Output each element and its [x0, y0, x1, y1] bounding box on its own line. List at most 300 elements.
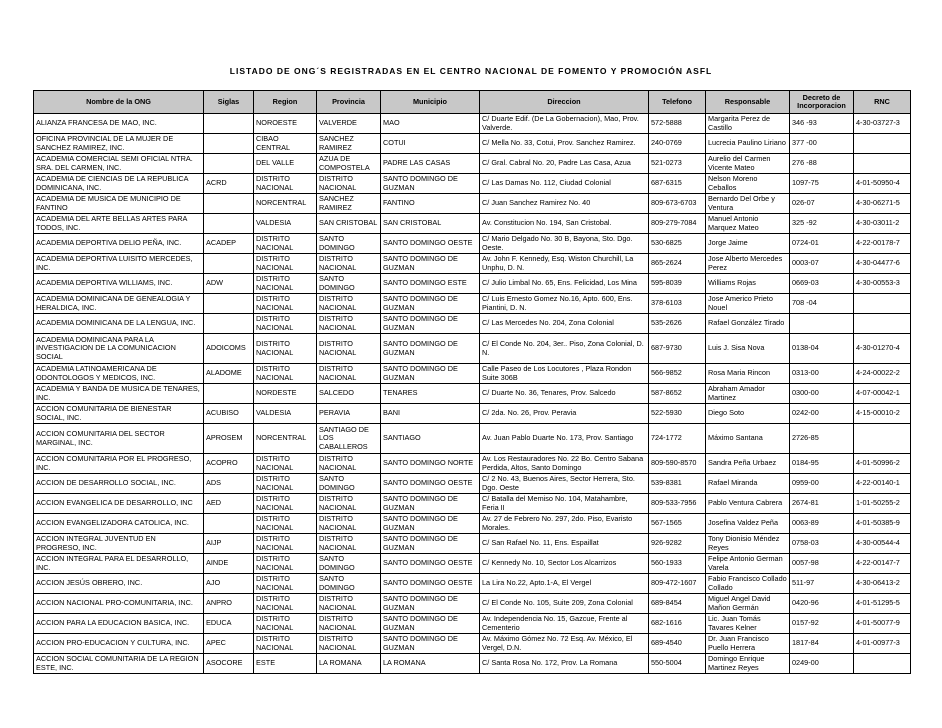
col-header-responsable: Responsable	[706, 91, 790, 114]
cell-direccion: C/ Mella No. 33, Cotui, Prov. Sanchez Ramirez.	[480, 134, 649, 154]
cell-nombre: ACCION PRO-EDUCACION Y CULTURA, INC.	[34, 634, 204, 654]
cell-decreto: 0420-96	[790, 594, 854, 614]
cell-responsable: Domingo Enrique Martinez Reyes	[706, 654, 790, 674]
cell-direccion: Calle Paseo de Los Locutores , Plaza Rondon Suite 306B	[480, 364, 649, 384]
cell-region: DISTRITO NACIONAL	[254, 594, 317, 614]
cell-responsable: Aurelio del Carmen Vicente Mateo	[706, 154, 790, 174]
cell-siglas	[204, 114, 254, 134]
cell-municipio: SANTIAGO	[381, 424, 480, 454]
cell-siglas	[204, 294, 254, 314]
cell-telefono: 521-0273	[649, 154, 706, 174]
table-row	[34, 534, 911, 554]
cell-nombre: ACADEMIA DEL ARTE BELLAS ARTES PARA TODOS, INC.	[34, 214, 204, 234]
cell-siglas	[204, 214, 254, 234]
cell-region: DISTRITO NACIONAL	[254, 274, 317, 294]
col-header-rnc: RNC	[854, 91, 911, 114]
table-row	[34, 114, 911, 134]
cell-siglas: ANPRO	[204, 594, 254, 614]
cell-region: DISTRITO NACIONAL	[254, 554, 317, 574]
cell-nombre: ACADEMIA DEPORTIVA DELIO PEÑA, INC.	[34, 234, 204, 254]
cell-telefono: 530-6825	[649, 234, 706, 254]
cell-telefono: 240-0769	[649, 134, 706, 154]
cell-municipio: SAN CRISTOBAL	[381, 214, 480, 234]
cell-siglas: ADW	[204, 274, 254, 294]
cell-region: DISTRITO NACIONAL	[254, 364, 317, 384]
cell-telefono: 567-1565	[649, 514, 706, 534]
table-row	[34, 654, 911, 674]
cell-direccion: C/ Duarte No. 36, Tenares, Prov. Salcedo	[480, 384, 649, 404]
cell-telefono: 809-673-6703	[649, 194, 706, 214]
cell-nombre: ACCION PARA LA EDUCACION BASICA, INC.	[34, 614, 204, 634]
cell-responsable: Lic. Juan Tomás Tavares Kelner	[706, 614, 790, 634]
cell-nombre: ACCION COMUNITARIA DE BIENESTAR SOCIAL, INC.	[34, 404, 204, 424]
cell-rnc	[854, 154, 911, 174]
cell-telefono: 865-2624	[649, 254, 706, 274]
cell-siglas: ASOCORE	[204, 654, 254, 674]
cell-decreto: 708 -04	[790, 294, 854, 314]
cell-rnc: 4-01-50996-2	[854, 454, 911, 474]
cell-responsable: Fabio Francisco Collado Collado	[706, 574, 790, 594]
cell-telefono: 535-2626	[649, 314, 706, 334]
cell-region: DISTRITO NACIONAL	[254, 474, 317, 494]
cell-siglas: AINDE	[204, 554, 254, 574]
cell-rnc: 4-30-06271-5	[854, 194, 911, 214]
cell-rnc: 4-30-06413-2	[854, 574, 911, 594]
cell-municipio: SANTO DOMINGO DE GUZMAN	[381, 514, 480, 534]
cell-decreto: 0063-89	[790, 514, 854, 534]
cell-provincia: SANTO DOMINGO	[317, 574, 381, 594]
cell-responsable: Lucrecia Paulino Liriano	[706, 134, 790, 154]
cell-nombre: ACADEMIA COMERCIAL SEMI OFICIAL NTRA. SRA. DEL CARMEN, INC.	[34, 154, 204, 174]
cell-direccion: Av. Independencia No. 15, Gazcue, Frente al Cementerio	[480, 614, 649, 634]
cell-region: VALDESIA	[254, 404, 317, 424]
table-row	[34, 454, 911, 474]
cell-municipio: TENARES	[381, 384, 480, 404]
cell-siglas	[204, 314, 254, 334]
table-row	[34, 594, 911, 614]
cell-region: ESTE	[254, 654, 317, 674]
cell-responsable: Margarita Perez de Castillo	[706, 114, 790, 134]
cell-siglas: AJO	[204, 574, 254, 594]
cell-rnc: 1-01-50255-2	[854, 494, 911, 514]
cell-provincia: SANCHEZ RAMIREZ	[317, 194, 381, 214]
cell-provincia: DISTRITO NACIONAL	[317, 594, 381, 614]
table-row	[34, 314, 911, 334]
cell-region: DISTRITO NACIONAL	[254, 334, 317, 364]
cell-direccion: C/ Mario Delgado No. 30 B, Bayona, Sto. Dgo. Oeste.	[480, 234, 649, 254]
cell-telefono: 378-6103	[649, 294, 706, 314]
cell-decreto: 0300-00	[790, 384, 854, 404]
cell-direccion: Av. Constitucion No. 194, San Cristobal.	[480, 214, 649, 234]
cell-nombre: ACADEMIA DE MUSICA DE MUNICIPIO DE FANTINO	[34, 194, 204, 214]
cell-decreto: 325 -92	[790, 214, 854, 234]
cell-region: DISTRITO NACIONAL	[254, 234, 317, 254]
cell-siglas	[204, 254, 254, 274]
col-header-telefono: Telefono	[649, 91, 706, 114]
table-row	[34, 154, 911, 174]
cell-responsable: Rafael González Tirado	[706, 314, 790, 334]
cell-decreto: 2726-85	[790, 424, 854, 454]
cell-region: DISTRITO NACIONAL	[254, 514, 317, 534]
table-row	[34, 554, 911, 574]
cell-provincia: DISTRITO NACIONAL	[317, 174, 381, 194]
col-header-nombre: Nombre de la ONG	[34, 91, 204, 114]
cell-rnc: 4-22-00147-7	[854, 554, 911, 574]
cell-provincia: SANTO DOMINGO	[317, 274, 381, 294]
cell-decreto	[790, 314, 854, 334]
cell-decreto: 0313-00	[790, 364, 854, 384]
cell-region: NORCENTRAL	[254, 194, 317, 214]
cell-telefono: 560-1933	[649, 554, 706, 574]
cell-provincia: SANTO DOMINGO	[317, 474, 381, 494]
cell-region: DISTRITO NACIONAL	[254, 454, 317, 474]
table-row	[34, 194, 911, 214]
cell-municipio: BANI	[381, 404, 480, 424]
cell-decreto: 1097-75	[790, 174, 854, 194]
cell-siglas: APEC	[204, 634, 254, 654]
cell-municipio: LA ROMANA	[381, 654, 480, 674]
cell-municipio: SANTO DOMINGO DE GUZMAN	[381, 634, 480, 654]
table-row	[34, 254, 911, 274]
cell-decreto: 0057-98	[790, 554, 854, 574]
cell-provincia: DISTRITO NACIONAL	[317, 294, 381, 314]
cell-direccion: Av. John F. Kennedy, Esq. Wiston Churchill, La Unphu, D. N.	[480, 254, 649, 274]
col-header-direccion: Direccion	[480, 91, 649, 114]
cell-rnc: 4-01-51295-5	[854, 594, 911, 614]
cell-responsable: Josefina Valdez Peña	[706, 514, 790, 534]
cell-nombre: ACCION INTEGRAL PARA EL DESARROLLO, INC.	[34, 554, 204, 574]
cell-region: DISTRITO NACIONAL	[254, 174, 317, 194]
cell-telefono: 926-9282	[649, 534, 706, 554]
cell-decreto: 346 -93	[790, 114, 854, 134]
cell-municipio: SANTO DOMINGO DE GUZMAN	[381, 174, 480, 194]
cell-direccion: Av. 27 de Febrero No. 297, 2do. Piso, Evaristo Morales.	[480, 514, 649, 534]
cell-siglas: ACOPRO	[204, 454, 254, 474]
cell-direccion: C/ 2 No. 43, Buenos Aires, Sector Herrera, Sto. Dgo. Oeste	[480, 474, 649, 494]
cell-responsable: Dr. Juan Francisco Puello Herrera	[706, 634, 790, 654]
table-row	[34, 474, 911, 494]
cell-responsable: Jose Americo Prieto Nouel	[706, 294, 790, 314]
cell-siglas	[204, 514, 254, 534]
cell-nombre: ACCION EVANGELIZADORA CATOLICA, INC.	[34, 514, 204, 534]
cell-decreto: 0184-95	[790, 454, 854, 474]
cell-region: DISTRITO NACIONAL	[254, 254, 317, 274]
cell-provincia: DISTRITO NACIONAL	[317, 614, 381, 634]
cell-municipio: SANTO DOMINGO DE GUZMAN	[381, 534, 480, 554]
cell-responsable: Felipe Antonio German Varela	[706, 554, 790, 574]
cell-siglas: ACADEP	[204, 234, 254, 254]
cell-provincia: SANTO DOMINGO	[317, 554, 381, 574]
cell-municipio: SANTO DOMINGO DE GUZMAN	[381, 494, 480, 514]
cell-telefono: 724-1772	[649, 424, 706, 454]
cell-nombre: ACCION COMUNITARIA DEL SECTOR MARGINAL, INC.	[34, 424, 204, 454]
table-row	[34, 634, 911, 654]
table-row	[34, 424, 911, 454]
cell-responsable: Rafael Miranda	[706, 474, 790, 494]
table-row	[34, 214, 911, 234]
cell-region: VALDESIA	[254, 214, 317, 234]
cell-telefono: 687-6315	[649, 174, 706, 194]
cell-nombre: ACADEMIA Y BANDA DE MUSICA DE TENARES, INC.	[34, 384, 204, 404]
cell-rnc	[854, 294, 911, 314]
cell-rnc: 4-30-00544-4	[854, 534, 911, 554]
cell-siglas: EDUCA	[204, 614, 254, 634]
cell-decreto: 0003-07	[790, 254, 854, 274]
table-row	[34, 134, 911, 154]
table-row	[34, 384, 911, 404]
cell-responsable: Tony Dionisio Méndez Reyes	[706, 534, 790, 554]
cell-rnc: 4-24-00022-2	[854, 364, 911, 384]
cell-direccion: C/ San Rafael No. 11, Ens. Espaillat	[480, 534, 649, 554]
cell-region: NORDESTE	[254, 384, 317, 404]
cell-rnc: 4-15-00010-2	[854, 404, 911, 424]
cell-nombre: ACADEMIA DOMINICANA DE GENEALOGIA Y HERALDICA, INC.	[34, 294, 204, 314]
cell-region: DISTRITO NACIONAL	[254, 294, 317, 314]
cell-provincia: DISTRITO NACIONAL	[317, 634, 381, 654]
cell-telefono: 682-1616	[649, 614, 706, 634]
table-row	[34, 174, 911, 194]
cell-direccion: Av. Máximo Gómez No. 72 Esq. Av. México, El Vergel, D.N.	[480, 634, 649, 654]
cell-siglas	[204, 194, 254, 214]
cell-siglas: ADS	[204, 474, 254, 494]
cell-siglas	[204, 134, 254, 154]
cell-municipio: SANTO DOMINGO DE GUZMAN	[381, 294, 480, 314]
cell-telefono: 689-4540	[649, 634, 706, 654]
cell-telefono: 566-9852	[649, 364, 706, 384]
cell-nombre: ACCION EVANGELICA DE DESARROLLO, INC	[34, 494, 204, 514]
cell-rnc: 4-30-04477-6	[854, 254, 911, 274]
cell-responsable: Rosa Maria Rincon	[706, 364, 790, 384]
cell-rnc: 4-22-00140-1	[854, 474, 911, 494]
cell-region: DISTRITO NACIONAL	[254, 534, 317, 554]
table-row	[34, 334, 911, 364]
cell-responsable: Abraham Amador Martinez	[706, 384, 790, 404]
cell-nombre: ACCION NACIONAL PRO-COMUNITARIA, INC.	[34, 594, 204, 614]
cell-region: NOROESTE	[254, 114, 317, 134]
cell-nombre: ACADEMIA DOMINICANA PARA LA INVESTIGACION DE LA COMUNICACION SOCIAL	[34, 334, 204, 364]
cell-region: DISTRITO NACIONAL	[254, 314, 317, 334]
cell-nombre: ACCION JESÚS OBRERO, INC.	[34, 574, 204, 594]
cell-provincia: AZUA DE COMPOSTELA	[317, 154, 381, 174]
cell-rnc: 4-30-03011-2	[854, 214, 911, 234]
col-header-municipio: Municipio	[381, 91, 480, 114]
cell-rnc: 4-01-50077-9	[854, 614, 911, 634]
cell-direccion: C/ Luis Ernesto Gomez No.16, Apto. 600, Ens. Piantini, D. N.	[480, 294, 649, 314]
cell-siglas: ADOICOMS	[204, 334, 254, 364]
cell-nombre: ACCION SOCIAL COMUNITARIA DE LA REGION ESTE, INC.	[34, 654, 204, 674]
cell-region: DISTRITO NACIONAL	[254, 614, 317, 634]
table-row	[34, 294, 911, 314]
cell-provincia: DISTRITO NACIONAL	[317, 364, 381, 384]
cell-direccion: Av. Juan Pablo Duarte No. 173, Prov. Santiago	[480, 424, 649, 454]
table-row	[34, 404, 911, 424]
cell-telefono: 687-9730	[649, 334, 706, 364]
cell-decreto: 1817-84	[790, 634, 854, 654]
cell-siglas: ACRD	[204, 174, 254, 194]
document-title: LISTADO DE ONG´S REGISTRADAS EN EL CENTRO NACIONAL DE FOMENTO Y PROMOCIÓN ASFL	[229, 66, 713, 76]
col-header-siglas: Siglas	[204, 91, 254, 114]
cell-decreto: 0758-03	[790, 534, 854, 554]
cell-decreto: 0249-00	[790, 654, 854, 674]
cell-rnc	[854, 134, 911, 154]
cell-responsable: Williams Rojas	[706, 274, 790, 294]
cell-decreto: 0157-92	[790, 614, 854, 634]
cell-direccion: C/ Las Mercedes No. 204, Zona Colonial	[480, 314, 649, 334]
cell-responsable: Miguel Angel David Mañon Germán	[706, 594, 790, 614]
cell-provincia: DISTRITO NACIONAL	[317, 534, 381, 554]
cell-municipio: SANTO DOMINGO DE GUZMAN	[381, 364, 480, 384]
cell-provincia: DISTRITO NACIONAL	[317, 314, 381, 334]
cell-telefono: 587-8652	[649, 384, 706, 404]
cell-decreto: 377 -00	[790, 134, 854, 154]
cell-provincia: VALVERDE	[317, 114, 381, 134]
table-header-row	[34, 91, 911, 114]
table-body	[34, 114, 911, 674]
cell-nombre: ALIANZA FRANCESA DE MAO, INC.	[34, 114, 204, 134]
cell-provincia: SANTIAGO DE LOS CABALLEROS	[317, 424, 381, 454]
cell-siglas	[204, 154, 254, 174]
cell-rnc: 4-01-00977-3	[854, 634, 911, 654]
cell-telefono: 572-5888	[649, 114, 706, 134]
cell-siglas	[204, 384, 254, 404]
cell-decreto: 0138-04	[790, 334, 854, 364]
cell-provincia: SANCHEZ RAMIREZ	[317, 134, 381, 154]
cell-responsable: Bernardo Del Orbe y Ventura	[706, 194, 790, 214]
cell-siglas: AIJP	[204, 534, 254, 554]
cell-municipio: SANTO DOMINGO DE GUZMAN	[381, 314, 480, 334]
cell-telefono: 809-279-7084	[649, 214, 706, 234]
cell-provincia: DISTRITO NACIONAL	[317, 494, 381, 514]
cell-region: CIBAO CENTRAL	[254, 134, 317, 154]
cell-responsable: Jorge Jaime	[706, 234, 790, 254]
cell-siglas: AED	[204, 494, 254, 514]
cell-direccion: C/ Las Damas No. 112, Ciudad Colonial	[480, 174, 649, 194]
table-row	[34, 364, 911, 384]
cell-siglas: ALADOME	[204, 364, 254, 384]
cell-nombre: ACCION INTEGRAL JUVENTUD EN PROGRESO, INC.	[34, 534, 204, 554]
cell-provincia: PERAVIA	[317, 404, 381, 424]
cell-rnc	[854, 314, 911, 334]
cell-region: DISTRITO NACIONAL	[254, 634, 317, 654]
cell-municipio: SANTO DOMINGO DE GUZMAN	[381, 254, 480, 274]
table-row	[34, 274, 911, 294]
col-header-decreto: Decreto de Incorporacion	[790, 91, 854, 114]
cell-municipio: MAO	[381, 114, 480, 134]
cell-nombre: OFICINA PROVINCIAL DE LA MUJER DE SANCHEZ RAMIREZ, INC.	[34, 134, 204, 154]
table-row	[34, 234, 911, 254]
cell-rnc: 4-01-50950-4	[854, 174, 911, 194]
cell-municipio: PADRE LAS CASAS	[381, 154, 480, 174]
cell-nombre: ACCION COMUNITARIA POR EL PROGRESO, INC.	[34, 454, 204, 474]
cell-direccion: C/ Batalla del Memiso No. 104, Matahambre, Feria II	[480, 494, 649, 514]
cell-direccion: C/ Gral. Cabral No. 20, Padre Las Casa, Azua	[480, 154, 649, 174]
col-header-region: Region	[254, 91, 317, 114]
cell-nombre: ACADEMIA DEPORTIVA WILLIAMS, INC.	[34, 274, 204, 294]
cell-rnc: 4-22-00178-7	[854, 234, 911, 254]
ong-table	[33, 90, 911, 674]
col-header-provincia: Provincia	[317, 91, 381, 114]
cell-provincia: DISTRITO NACIONAL	[317, 514, 381, 534]
cell-nombre: ACADEMIA DOMINICANA DE LA LENGUA, INC.	[34, 314, 204, 334]
cell-direccion: Av. Los Restauradores No. 22 Bo. Centro Sabana Perdida, Altos, Santo Domingo	[480, 454, 649, 474]
cell-municipio: SANTO DOMINGO OESTE	[381, 554, 480, 574]
cell-nombre: ACADEMIA DEPORTIVA LUISITO MERCEDES, INC.	[34, 254, 204, 274]
table-row	[34, 574, 911, 594]
cell-telefono: 522-5930	[649, 404, 706, 424]
cell-direccion: C/ Julio Limbal No. 65, Ens. Felicidad, Los Mina	[480, 274, 649, 294]
cell-responsable: Máximo Santana	[706, 424, 790, 454]
cell-direccion: C/ Kennedy No. 10, Sector Los Alcarrizos	[480, 554, 649, 574]
cell-responsable: Pablo Ventura Cabrera	[706, 494, 790, 514]
cell-responsable: Sandra Peña Urbaez	[706, 454, 790, 474]
cell-region: DISTRITO NACIONAL	[254, 574, 317, 594]
cell-provincia: DISTRITO NACIONAL	[317, 254, 381, 274]
cell-region: DISTRITO NACIONAL	[254, 494, 317, 514]
table-row	[34, 514, 911, 534]
cell-municipio: SANTO DOMINGO OESTE	[381, 234, 480, 254]
cell-rnc: 4-30-01270-4	[854, 334, 911, 364]
cell-region: DEL VALLE	[254, 154, 317, 174]
cell-direccion: La Lira No.22, Apto.1-A, El Vergel	[480, 574, 649, 594]
cell-direccion: C/ El Conde No. 105, Suite 209, Zona Colonial	[480, 594, 649, 614]
cell-direccion: C/ Duarte Edif. (De La Gobernacion), Mao, Prov. Valverde.	[480, 114, 649, 134]
cell-telefono: 689-8454	[649, 594, 706, 614]
cell-municipio: COTUI	[381, 134, 480, 154]
cell-decreto: 276 -88	[790, 154, 854, 174]
cell-responsable: Diego Soto	[706, 404, 790, 424]
cell-municipio: SANTO DOMINGO NORTE	[381, 454, 480, 474]
cell-siglas: APROSEM	[204, 424, 254, 454]
cell-provincia: DISTRITO NACIONAL	[317, 454, 381, 474]
cell-responsable: Jose Alberto Mercedes Perez	[706, 254, 790, 274]
cell-direccion: C/ El Conde No. 204, 3er.. Piso, Zona Colonial, D. N.	[480, 334, 649, 364]
cell-telefono: 809-590-8570	[649, 454, 706, 474]
cell-decreto: 026-07	[790, 194, 854, 214]
cell-municipio: SANTO DOMINGO DE GUZMAN	[381, 594, 480, 614]
cell-nombre: ACCION DE DESARROLLO SOCIAL, INC.	[34, 474, 204, 494]
table-row	[34, 494, 911, 514]
cell-telefono: 550-5004	[649, 654, 706, 674]
cell-nombre: ACADEMIA LATINOAMERICANA DE ODONTOLOGOS Y MEDICOS, INC.	[34, 364, 204, 384]
cell-rnc	[854, 424, 911, 454]
cell-rnc: 4-01-50385-9	[854, 514, 911, 534]
cell-municipio: SANTO DOMINGO ESTE	[381, 274, 480, 294]
cell-telefono: 595-8039	[649, 274, 706, 294]
cell-decreto: 0669-03	[790, 274, 854, 294]
cell-decreto: 511-97	[790, 574, 854, 594]
cell-municipio: SANTO DOMINGO DE GUZMAN	[381, 614, 480, 634]
cell-provincia: SALCEDO	[317, 384, 381, 404]
cell-responsable: Luis J. Sisa Nova	[706, 334, 790, 364]
cell-decreto: 0959-00	[790, 474, 854, 494]
cell-direccion: C/ Juan Sanchez Ramirez No. 40	[480, 194, 649, 214]
cell-direccion: C/ 2da. No. 26, Prov. Peravia	[480, 404, 649, 424]
cell-telefono: 809-472-1607	[649, 574, 706, 594]
cell-rnc	[854, 654, 911, 674]
cell-municipio: SANTO DOMINGO OESTE	[381, 474, 480, 494]
cell-region: NORCENTRAL	[254, 424, 317, 454]
cell-telefono: 809-533-7956	[649, 494, 706, 514]
cell-siglas: ACUBISO	[204, 404, 254, 424]
cell-municipio: FANTINO	[381, 194, 480, 214]
cell-provincia: SANTO DOMINGO	[317, 234, 381, 254]
cell-provincia: SAN CRISTOBAL	[317, 214, 381, 234]
cell-responsable: Nelson Moreno Ceballos	[706, 174, 790, 194]
cell-direccion: C/ Santa Rosa No. 172, Prov. La Romana	[480, 654, 649, 674]
cell-decreto: 0724-01	[790, 234, 854, 254]
cell-decreto: 0242-00	[790, 404, 854, 424]
table-row	[34, 614, 911, 634]
